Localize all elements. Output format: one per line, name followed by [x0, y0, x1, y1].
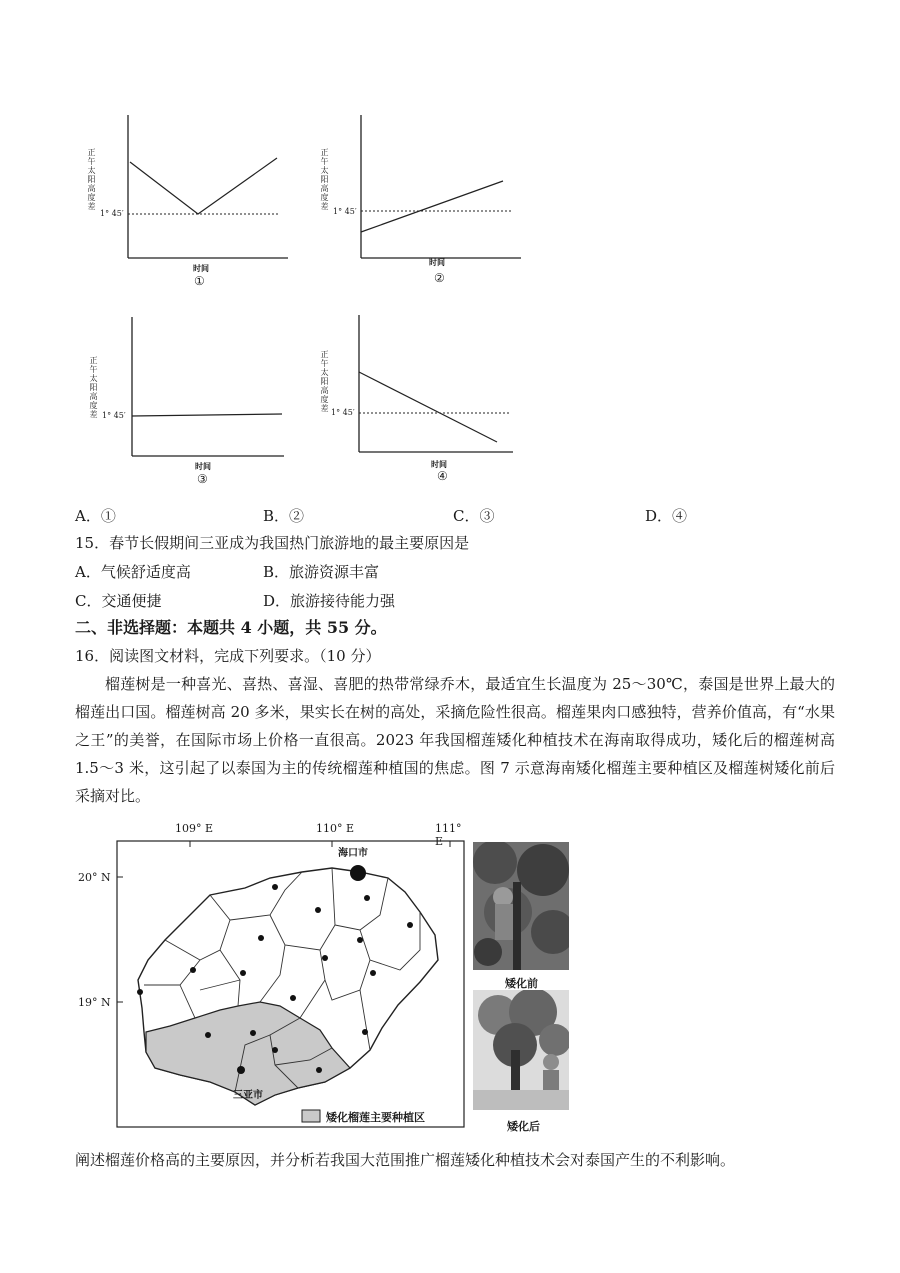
lat-19-label: 19° N [78, 996, 111, 1009]
graph-ylabel: 正午太阳高度差 [320, 350, 329, 413]
photo-before-caption: 矮化前 [505, 977, 538, 990]
graph-3 [80, 312, 300, 492]
q14-option-b[interactable]: B．② [263, 507, 305, 525]
q15-option-c[interactable]: C．交通便捷 [75, 592, 162, 610]
graph-ylabel: 正午太阳高度差 [89, 356, 98, 419]
graph-4 [313, 310, 533, 490]
section-2-title: 二、非选择题：本题共 4 小题，共 55 分。 [75, 618, 387, 637]
legend-swatch [302, 1110, 320, 1122]
q15-option-a[interactable]: A．气候舒适度高 [75, 563, 191, 581]
graph-ylabel: 正午太阳高度差 [320, 148, 329, 211]
haikou-label: 海口市 [338, 848, 368, 859]
q15-option-b[interactable]: B．旅游资源丰富 [263, 563, 380, 581]
lon-111-label: 111° E [435, 822, 462, 848]
curve [130, 158, 277, 214]
photo-after-caption: 矮化后 [507, 1120, 540, 1133]
q15-stem: 15．春节长假期间三亚成为我国热门旅游地的最主要原因是 [75, 534, 470, 552]
graph-1-svg [80, 110, 300, 290]
photo-before [473, 842, 569, 970]
graph-2 [313, 110, 533, 290]
graph-ref-label: 1° 45′ [100, 209, 124, 218]
lat-20-label: 20° N [78, 871, 111, 884]
sanya-label: 三亚市 [233, 1090, 263, 1101]
graph-2-svg [313, 110, 533, 290]
photo-after [473, 990, 569, 1110]
curve [132, 414, 282, 416]
lon-110-label: 110° E [316, 822, 355, 835]
curve [359, 372, 497, 442]
graph-number: ③ [197, 472, 208, 486]
q14-option-c[interactable]: C．③ [453, 507, 495, 525]
graph-1 [80, 110, 300, 290]
legend-label: 矮化榴莲主要种植区 [326, 1111, 425, 1124]
lon-109-label: 109° E [175, 822, 214, 835]
hainan-map-svg [70, 820, 470, 1140]
q16-stem: 16．阅读图文材料，完成下列要求。（10 分） [75, 647, 381, 665]
graph-ref-label: 1° 45′ [331, 408, 355, 417]
q14-option-a[interactable]: A．① [75, 507, 116, 525]
haikou-dot [350, 865, 366, 881]
curve [361, 181, 503, 232]
graph-number: ① [194, 274, 205, 288]
photo-after-svg [473, 990, 569, 1110]
graph-number: ④ [437, 469, 448, 483]
q14-option-d[interactable]: D．④ [645, 507, 688, 525]
graph-xlabel: 时间 [429, 257, 445, 267]
graph-4-svg [313, 310, 533, 490]
graph-xlabel: 时间 [193, 263, 209, 273]
graph-3-svg [80, 312, 300, 492]
graph-xlabel: 时间 [431, 459, 447, 469]
sanya-dot [237, 1066, 245, 1074]
q16-question: 阐述榴莲价格高的主要原因，并分析若我国大范围推广榴莲矮化种植技术会对泰国产生的不利影响。 [75, 1151, 736, 1169]
graph-ylabel: 正午太阳高度差 [87, 148, 96, 211]
graph-ref-label: 1° 45′ [102, 411, 126, 420]
q15-option-d[interactable]: D．旅游接待能力强 [263, 592, 396, 610]
graph-number: ② [434, 271, 445, 285]
graph-xlabel: 时间 [195, 461, 211, 471]
q16-passage: 榴莲树是一种喜光、喜热、喜湿、喜肥的热带常绿乔木，最适宜生长温度为 25～30℃，泰国是世界上最大的榴莲出口国。榴莲树高 20 多米，果实长在树的高处，采摘危险性很高。榴莲果肉口感独特，营养价值高，有“水果之王”的美誉，在国际市场上价格一直很高。2023 年我国榴莲矮化种植技术在海南取得成功，矮化后的榴莲树高 1.5～3 米，这引起了以泰国为主的传统榴莲种植国的焦虑。图 7 示意海南矮化榴莲主要种植区及榴莲树矮化前后采摘对比。 [75, 675, 835, 805]
photo-before-svg [473, 842, 569, 970]
graph-ref-label: 1° 45′ [333, 207, 357, 216]
hainan-map [70, 820, 470, 1140]
